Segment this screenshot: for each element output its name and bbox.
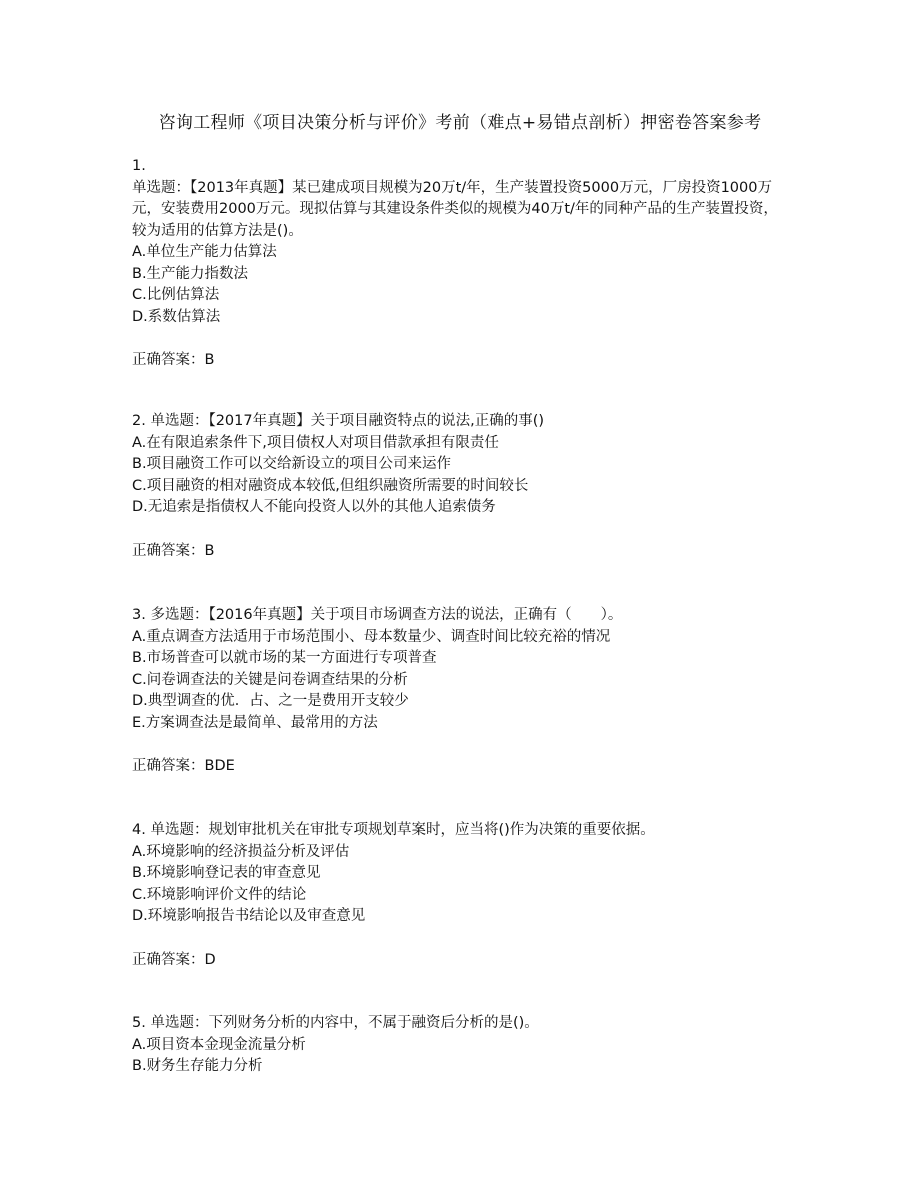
option-b: B.项目融资工作可以交给新设立的项目公司来运作 [132, 456, 452, 472]
question-number: 2. [132, 413, 146, 429]
option-c: C.比例估算法 [132, 287, 220, 303]
option-a: A.项目资本金现金流量分析 [132, 1036, 306, 1053]
option-e: E.方案调查法是最简单、最常用的方法 [132, 714, 378, 731]
question-1 [132, 156, 792, 372]
option-a: A.在有限追索条件下,项目债权人对项目借款承担有限责任 [132, 434, 499, 451]
question-header [132, 605, 792, 627]
option-c: C.问卷调查法的关键是问卷调查结果的分析 [132, 671, 408, 688]
question-header [132, 411, 792, 433]
question-header [132, 1013, 792, 1035]
question-number: 4. [132, 822, 146, 838]
option-b: B.财务生存能力分析 [132, 1058, 263, 1074]
option-c: C.项目融资的相对融资成本较低,但组织融资所需要的时间较长 [132, 477, 529, 494]
option-a: A.环境影响的经济损益分析及评估 [132, 843, 350, 860]
correct-answer: 正确答案：B [132, 542, 215, 559]
question-5 [132, 1013, 792, 1078]
option-a: A.单位生产能力估算法 [132, 244, 277, 260]
option-d: D.无追索是指债权人不能向投资人以外的其他人追索债务 [132, 499, 496, 515]
option-d: D.典型调查的优．占、之一是费用开支较少 [132, 693, 409, 709]
question-number: 1. [132, 158, 146, 174]
correct-answer: 正确答案：BDE [132, 758, 235, 774]
correct-answer: 正确答案：B [132, 352, 215, 368]
question-stem: 单选题：下列财务分析的内容中，不属于融资后分析的是()。 [150, 1015, 539, 1031]
option-b: B.生产能力指数法 [132, 265, 249, 282]
option-d: D.环境影响报告书结论以及审查意见 [132, 908, 366, 924]
question-stem: 单选题：规划审批机关在审批专项规划草案时，应当将()作为决策的重要依据。 [150, 822, 655, 838]
option-list [132, 242, 792, 328]
option-list [132, 433, 792, 519]
option-a: A.重点调查方法适用于市场范围小、母本数量少、调查时间比较充裕的情况 [132, 628, 611, 645]
option-d: D.系数估算法 [132, 308, 221, 325]
question-number: 5. [132, 1015, 146, 1031]
question-2 [132, 411, 792, 562]
question-number: 3. [132, 607, 146, 623]
option-c: C.环境影响评价文件的结论 [132, 886, 307, 903]
option-b: B.市场普查可以就市场的某一方面进行专项普查 [132, 650, 437, 666]
question-stem: 多选题：【2016年真题】关于项目市场调查方法的说法，正确有（ ）。 [150, 607, 623, 623]
question-3 [132, 605, 792, 778]
option-b: B.环境影响登记表的审查意见 [132, 865, 321, 881]
option-list [132, 627, 792, 735]
question-header [132, 820, 792, 842]
question-stem: 单选题：【2013年真题】某已建成项目规模为20万t/年，生产装置投资5000万元，厂房投资1000万元，安装费用2000万元。现拟估算与其建设条件类似的规模为40万t/年的同种产品的生产装置投资，较为适用的估算方法是()。 [132, 179, 778, 239]
option-list [132, 842, 792, 928]
question-4 [132, 820, 792, 971]
document-title: 咨询工程师《项目决策分析与评价》考前（难点+易错点剖析）押密卷答案参考 [158, 113, 762, 133]
correct-answer: 正确答案：D [132, 951, 216, 968]
question-stem: 单选题：【2017年真题】关于项目融资特点的说法,正确的事() [150, 413, 545, 429]
option-list [132, 1035, 792, 1078]
